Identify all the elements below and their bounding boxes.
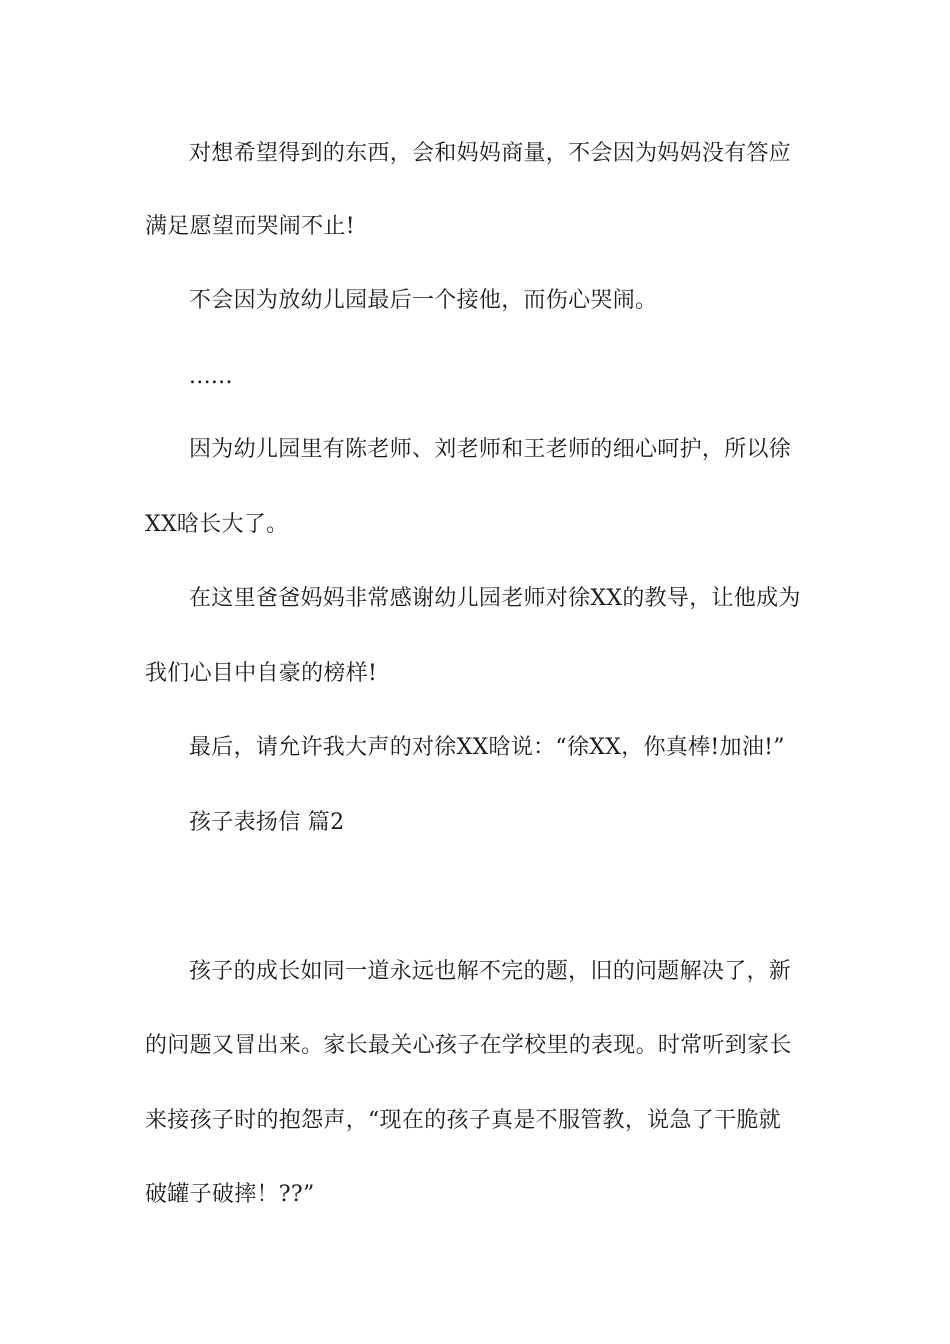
ellipsis-line: ...... (189, 364, 233, 389)
paragraph-line: XX晗长大了。 (145, 512, 289, 537)
paragraph-line: 满足愿望而哭闹不止! (145, 214, 355, 239)
paragraph-line: 的问题又冒出来。家长最关心孩子在学校里的表现。时常听到家长 (145, 1033, 792, 1058)
paragraph-line: 最后，请允许我大声的对徐XX晗说：“徐XX，你真棒!加油!” (189, 735, 785, 760)
paragraph-line: 因为幼儿园里有陈老师、刘老师和王老师的细心呵护，所以徐 (189, 437, 792, 462)
paragraph-line: 对想希望得到的东西，会和妈妈商量，不会因为妈妈没有答应 (189, 141, 792, 166)
paragraph-line: 我们心目中自豪的榜样! (145, 661, 378, 686)
paragraph-line: 在这里爸爸妈妈非常感谢幼儿园老师对徐XX的教导，让他成为 (189, 586, 801, 611)
paragraph-line: 孩子的成长如同一道永远也解不完的题，旧的问题解决了，新 (189, 959, 792, 984)
paragraph-line: 破罐子破摔！??” (145, 1182, 315, 1207)
paragraph-line: 来接孩子时的抱怨声，“现在的孩子真是不服管教，说急了干脆就 (145, 1108, 781, 1133)
section-heading: 孩子表扬信 篇2 (189, 810, 345, 835)
paragraph-line: 不会因为放幼儿园最后一个接他，而伤心哭闹。 (189, 288, 658, 313)
